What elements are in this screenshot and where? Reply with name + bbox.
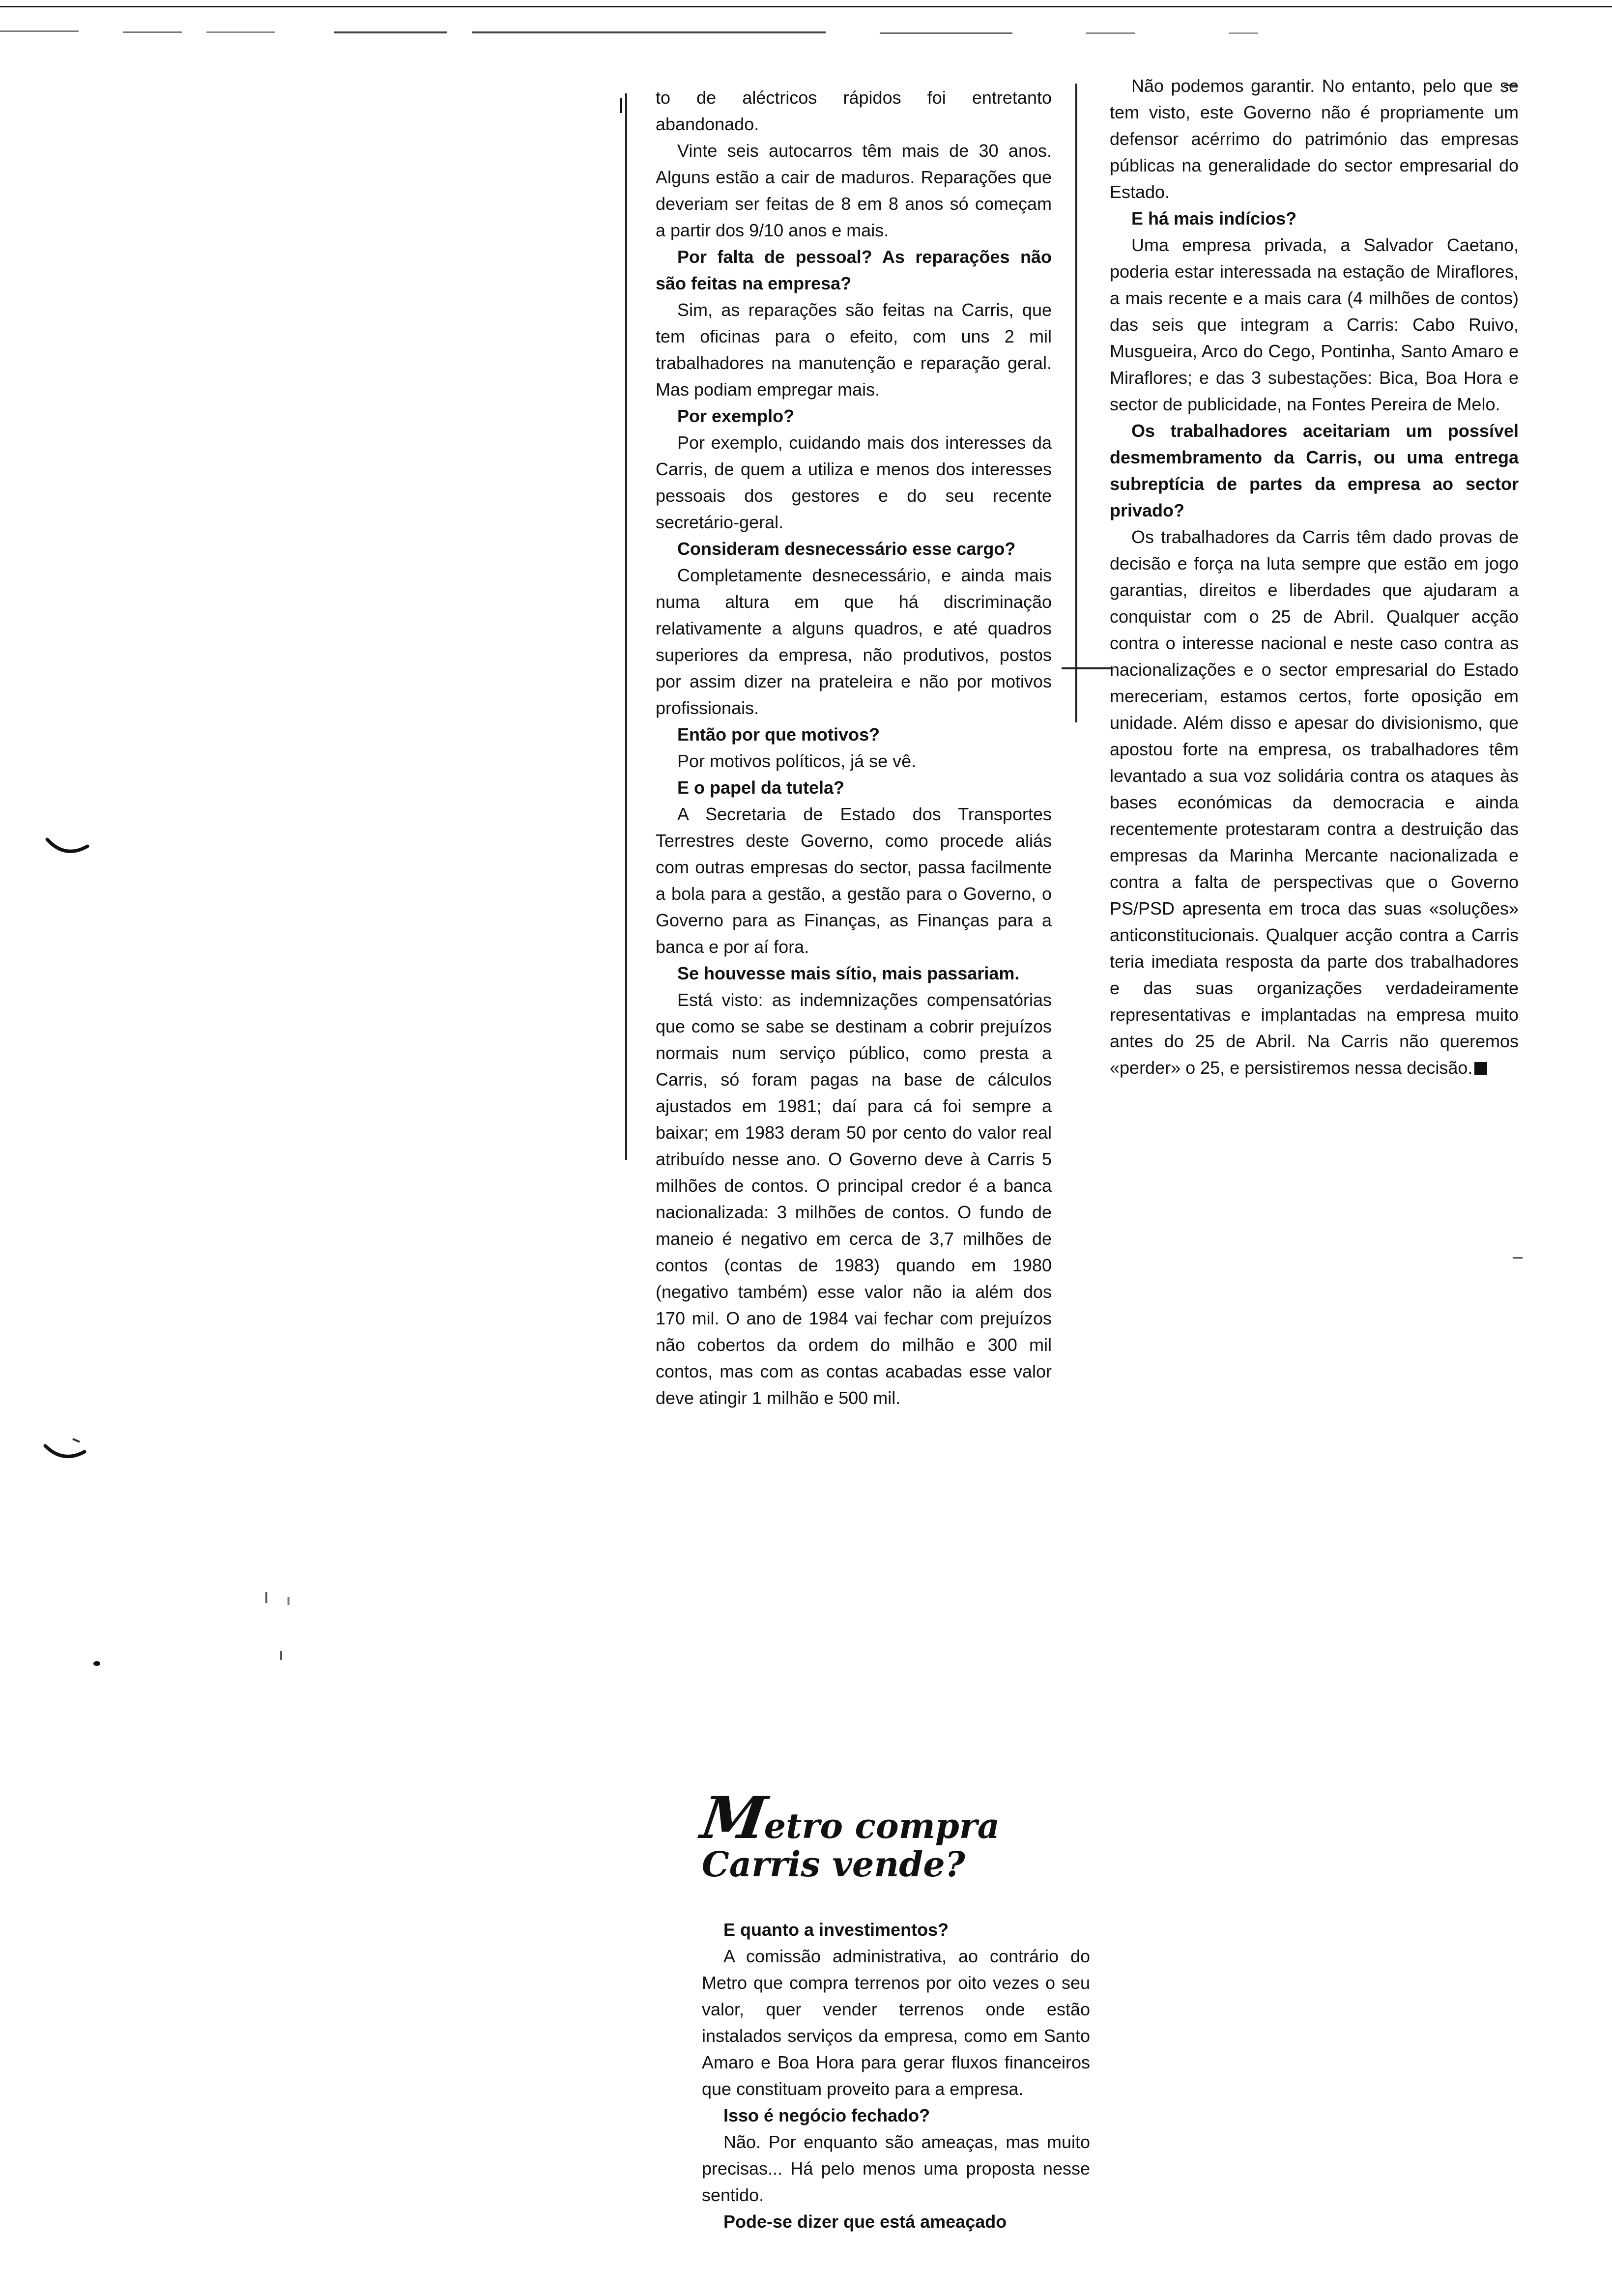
answer-paragraph: Não podemos garantir. No entanto, pelo que se tem visto, este Governo não é propriamente um defensor acérrimo do património das empresas públicas na generalidade do sector empresarial do Estado.: [1110, 76, 1519, 202]
headline: [697, 1783, 1056, 1885]
answer-paragraph: Os trabalhadores da Carris têm dado provas de decisão e força na luta sempre que estão em jogo garantias, direitos e liberdades que ajudaram a conquistar com o 25 de Abril. Qualquer acção contra o interesse nacional e neste caso contra as nacionalizações e o sector empresarial do Estado mereceriam, estamos certos, forte oposição em unidade. Além disso e apesar do divisionismo, que apostou forte na empresa, os trabalhadores têm levantado a sua voz solidária contra os ataques às bases económicas da democracia e ainda recentemente protestaram contra a destruição das empresas da Marinha Mercante nacionalizada e contra a falta de perspectivas que o Governo PS/PSD apresenta em troca das suas «soluções» anticonstitucionais. Qualquer acção contra a Carris teria imediata resposta da parte dos trabalhadores e das suas organizações verdadeiramente representativas e implantadas na empresa muito antes do 25 de Abril. Na Carris não queremos «perder» o 25, e persistiremos nessa decisão.: [1110, 527, 1519, 1078]
scan-dash: [472, 31, 826, 33]
question-paragraph: E quanto a investimentos?: [723, 1920, 949, 1940]
answer-paragraph: Por motivos políticos, já se vê.: [677, 751, 917, 771]
article-column-bottom: [702, 1917, 1090, 2235]
left-column-rule: [625, 93, 627, 1160]
question-paragraph: Se houvesse mais sítio, mais passariam.: [677, 963, 1020, 983]
answer-paragraph: Vinte seis autocarros têm mais de 30 anos. Alguns estão a cair de maduros. Reparações que deveriam ser feitas de 8 em 8 anos só começam a partir dos 9/10 anos e mais.: [656, 141, 1052, 240]
right-edge-tick: [1513, 1257, 1523, 1259]
scan-dash: [1086, 32, 1135, 34]
headline-line-1-text: etro compra: [764, 1806, 1000, 1846]
scan-dash: [334, 31, 447, 33]
scan-dash: [0, 30, 79, 32]
question-paragraph: Os trabalhadores aceitariam um possível desmembramento da Carris, ou uma entrega subreptícia de partes da empresa ao sector privado?: [1110, 421, 1519, 520]
scan-dash: [123, 31, 182, 33]
answer-paragraph: Completamente desnecessário, e ainda mais numa altura em que há discriminação relativamente a alguns quadros, e até quadros superiores da empresa, não produtivos, postos por assim dizer na prateleira e não por motivos profissionais.: [656, 565, 1052, 718]
question-paragraph: Por exemplo?: [677, 406, 795, 426]
question-paragraph: E há mais indícios?: [1131, 208, 1297, 229]
article-column-right: [1110, 73, 1519, 1081]
question-paragraph: Por falta de pessoal? As reparações não são feitas na empresa?: [656, 247, 1052, 293]
scan-top-line: [0, 6, 1612, 7]
headline-line-1: [697, 1783, 1056, 1852]
article-column-left: [656, 85, 1052, 1411]
scan-speck: [265, 1592, 267, 1603]
scan-speck: [288, 1597, 289, 1605]
answer-paragraph: to de aléctricos rápidos foi entretanto abandonado.: [656, 87, 1052, 134]
scan-dash: [1229, 32, 1258, 34]
answer-paragraph: A comissão administrativa, ao contrário do Metro que compra terrenos por oito vezes o seu valor, quer vender terrenos onde estão instalados serviços da empresa, como em Santo Amaro e Boa Hora para gerar fluxos financeiros que constituam proveito para a empresa.: [702, 1946, 1090, 2099]
scan-speck: [280, 1651, 282, 1660]
scan-curl-mark: [43, 1435, 87, 1464]
answer-paragraph: Não. Por enquanto são ameaças, mas muito precisas... Há pelo menos uma proposta nesse sentido.: [702, 2132, 1090, 2205]
answer-paragraph: Sim, as reparações são feitas na Carris, que tem oficinas para o efeito, com uns 2 mil trabalhadores na manutenção e reparação geral. Mas podiam empregar mais.: [656, 300, 1052, 400]
column-break-rule: [1062, 667, 1111, 669]
answer-paragraph: Está visto: as indemnizações compensatórias que como se sabe se destinam a cobrir prejuízos normais num serviço público, como presta a Carris, só foram pagas na base de cálculos ajustados em 1981; daí para cá foi sempre a baixar; em 1983 deram 50 por cento do valor real atribuído nesse ano. O Governo deve à Carris 5 milhões de contos. O principal credor é a banca nacionalizada: 3 milhões de contos. O fundo de maneio é negativo em cerca de 3,7 milhões de contos (contas de 1983) quando em 1980 (negativo também) esse valor não ia além dos 170 mil. O ano de 1984 vai fechar com prejuízos não cobertos da ordem do milhão e 300 mil contos, mas com as contas acabadas esse valor deve atingir 1 milhão e 500 mil.: [656, 990, 1052, 1408]
answer-paragraph: Uma empresa privada, a Salvador Caetano, poderia estar interessada na estação de Miraflores, a mais recente e a mais cara (4 milhões de contos) das seis que integram a Carris: Cabo Ruivo, Musgueira, Arco do Cego, Pontinha, Santo Amaro e Miraflores; e das 3 subestações: Bica, Boa Hora e sector de publicidade, na Fontes Pereira de Melo.: [1110, 235, 1519, 414]
question-paragraph: Então por que motivos?: [677, 724, 880, 745]
left-column-rule-segment: [620, 98, 622, 113]
answer-paragraph: A Secretaria de Estado dos Transportes Terrestres deste Governo, como procede aliás com outras empresas do sector, passa facilmente a bola para a gestão, a gestão para o Governo, o Governo para as Finanças, as Finanças para a banca e por aí fora.: [656, 804, 1052, 957]
headline-drop-cap: M: [697, 1783, 769, 1852]
question-paragraph: Consideram desnecessário esse cargo?: [677, 539, 1016, 559]
question-paragraph: E o papel da tutela?: [677, 777, 845, 798]
question-paragraph: Isso é negócio fechado?: [723, 2105, 930, 2125]
scan-curl-mark: [45, 835, 89, 860]
scan-speck: [93, 1661, 100, 1666]
end-of-article-mark: [1474, 1062, 1487, 1075]
headline-line-2: Carris vende?: [702, 1844, 965, 1885]
scan-dash: [880, 32, 1012, 34]
center-column-rule: [1075, 84, 1077, 722]
answer-paragraph: Por exemplo, cuidando mais dos interesses da Carris, de quem a utiliza e menos dos interesses pessoais dos gestores e do seu recente secretário-geral.: [656, 432, 1052, 532]
question-paragraph: Pode-se dizer que está ameaçado: [723, 2211, 1007, 2232]
scan-dash: [206, 31, 275, 33]
